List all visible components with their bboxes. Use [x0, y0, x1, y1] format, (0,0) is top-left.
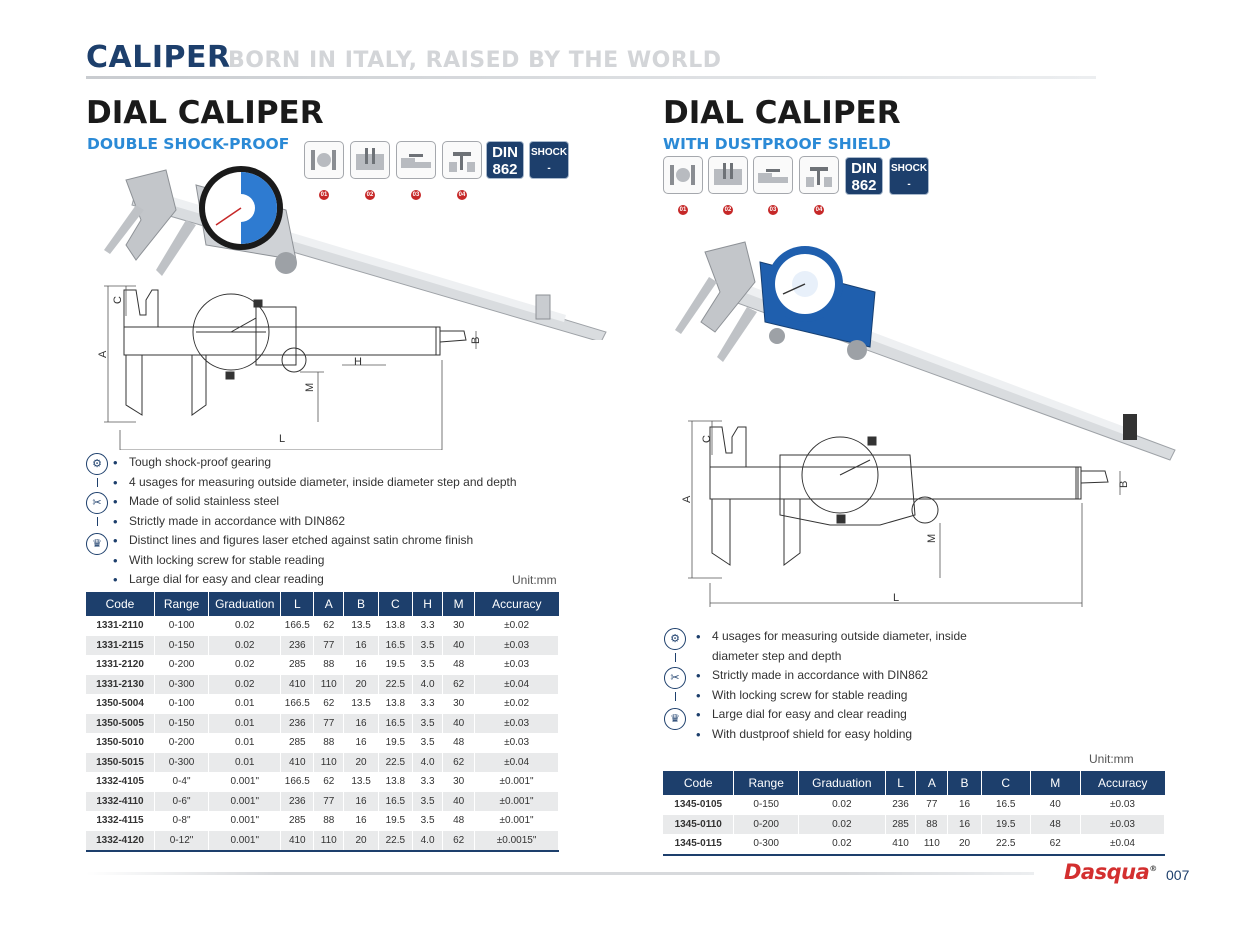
left-table-body [86, 616, 559, 851]
table-row [86, 616, 559, 636]
table-cell: 0-150 [734, 795, 799, 815]
table-cell: 40 [443, 792, 475, 812]
column-header: Range [734, 771, 799, 795]
column-header: Range [154, 592, 208, 616]
table-cell: 0.02 [209, 616, 281, 636]
table-cell: 0-100 [154, 616, 208, 636]
trophy-icon: ♛ [86, 533, 108, 555]
table-cell: 30 [443, 694, 475, 714]
table-cell: 88 [314, 733, 344, 753]
table-cell: 48 [443, 733, 475, 753]
column-header: H [412, 592, 442, 616]
table-cell: 62 [443, 753, 475, 773]
table-cell: 30 [443, 616, 475, 636]
table-cell: 13.8 [378, 772, 412, 792]
dimension-label-M: M [304, 382, 316, 392]
brand-title: CALIPER [86, 40, 231, 75]
gear-icon: ⚙ [86, 453, 108, 475]
left-caliper-drawing [96, 280, 491, 450]
inside-measure-icon [708, 156, 748, 194]
badge-line: -PROOF [891, 179, 927, 206]
table-cell: 48 [443, 811, 475, 831]
table-cell: 1350-5015 [86, 753, 154, 773]
table-cell: 166.5 [281, 772, 314, 792]
feature-number: 01 [679, 207, 687, 213]
table-cell: ±0.03 [475, 714, 559, 734]
feature-item: • Made of solid stainless steel [113, 494, 533, 514]
table-cell: 285 [885, 815, 916, 835]
table-row [86, 772, 559, 792]
table-cell: 77 [314, 792, 344, 812]
table-cell: 20 [948, 834, 982, 855]
feature-item: • Distinct lines and figures laser etched against satin chrome finish [113, 533, 533, 553]
table-cell: 410 [885, 834, 916, 855]
feature-number: 03 [769, 207, 777, 213]
table-cell: 1332-4105 [86, 772, 154, 792]
tools-icon: ✂ [86, 492, 108, 514]
column-header: C [378, 592, 412, 616]
table-cell: 0.01 [209, 694, 281, 714]
table-cell: 166.5 [281, 694, 314, 714]
table-cell: 285 [281, 655, 314, 675]
feature-item: • Tough shock-proof gearing [113, 455, 533, 475]
table-cell: 88 [314, 811, 344, 831]
right-unit-label: Unit:mm [1089, 752, 1134, 766]
table-cell: 0.02 [209, 675, 281, 695]
table-cell: 40 [443, 636, 475, 656]
table-row [86, 811, 559, 831]
table-cell: 1350-5010 [86, 733, 154, 753]
table-cell: ±0.03 [475, 636, 559, 656]
table-cell: 0.02 [209, 636, 281, 656]
gear-icon: ⚙ [664, 628, 686, 650]
column-header: A [314, 592, 344, 616]
table-cell: 285 [281, 811, 314, 831]
left-product-subtitle: DOUBLE SHOCK-PROOF [87, 135, 290, 153]
table-cell: 62 [314, 772, 344, 792]
table-cell: 0.02 [799, 834, 886, 855]
feature-number: 02 [366, 192, 374, 198]
table-cell: 4.0 [412, 753, 442, 773]
column-header: M [1030, 771, 1080, 795]
page-number: 007 [1166, 867, 1190, 883]
table-row [86, 733, 559, 753]
outside-measure-icon [663, 156, 703, 194]
table-cell: 3.5 [412, 733, 442, 753]
table-cell: ±0.04 [475, 753, 559, 773]
table-row [86, 655, 559, 675]
divider [675, 692, 676, 701]
table-row [86, 675, 559, 695]
shockproof-badge [889, 157, 929, 206]
right-spec-table [663, 771, 1165, 856]
table-cell: 30 [443, 772, 475, 792]
table-cell: 20 [344, 831, 378, 852]
table-cell: 3.3 [412, 616, 442, 636]
logo-registered-mark: ® [1149, 864, 1157, 873]
badge-line: DIN [851, 160, 877, 177]
table-cell: 0-150 [154, 714, 208, 734]
table-cell: 0.001" [209, 811, 281, 831]
table-cell: 0.001" [209, 792, 281, 812]
table-cell: 0.001" [209, 831, 281, 852]
table-cell: 48 [1030, 815, 1080, 835]
table-cell: 410 [281, 831, 314, 852]
table-cell: 0-8" [154, 811, 208, 831]
table-cell: 166.5 [281, 616, 314, 636]
table-cell: 16 [948, 815, 982, 835]
table-cell: 19.5 [378, 811, 412, 831]
table-cell: 16 [344, 811, 378, 831]
table-cell: 3.5 [412, 636, 442, 656]
column-header: Code [663, 771, 734, 795]
table-cell: 19.5 [378, 655, 412, 675]
table-cell: 16 [344, 655, 378, 675]
table-cell: 0-4" [154, 772, 208, 792]
table-cell: 110 [314, 753, 344, 773]
depth-measure-icon [799, 156, 839, 194]
table-cell: 1332-4120 [86, 831, 154, 852]
din862-badge [845, 157, 883, 195]
table-cell: 16 [344, 792, 378, 812]
right-caliper-drawing [680, 415, 1140, 610]
badge-line: 862 [492, 161, 518, 178]
table-row [663, 834, 1165, 855]
dimension-label-C: C [701, 435, 713, 443]
table-cell: ±0.0015" [475, 831, 559, 852]
table-cell: 410 [281, 675, 314, 695]
column-header: C [981, 771, 1030, 795]
left-spec-table [86, 592, 559, 852]
table-cell: 1350-5004 [86, 694, 154, 714]
trophy-icon: ♛ [664, 708, 686, 730]
table-cell: 1345-0115 [663, 834, 734, 855]
feature-item: • 4 usages for measuring outside diameter, inside diameter step and depth [113, 475, 533, 495]
table-cell: 88 [314, 655, 344, 675]
table-cell: 0.01 [209, 733, 281, 753]
table-cell: 22.5 [378, 753, 412, 773]
divider [97, 478, 98, 487]
brand-logo [1064, 860, 1157, 884]
feature-number: 02 [724, 207, 732, 213]
table-cell: 40 [1030, 795, 1080, 815]
dimension-label-A: A [97, 350, 109, 358]
table-cell: 1332-4115 [86, 811, 154, 831]
column-header: Code [86, 592, 154, 616]
table-cell: 3.5 [412, 655, 442, 675]
tools-icon: ✂ [664, 667, 686, 689]
table-cell: 16 [344, 714, 378, 734]
table-cell: 16 [948, 795, 982, 815]
dimension-label-L: L [893, 592, 900, 604]
table-cell: 22.5 [378, 675, 412, 695]
dimension-label-C: C [112, 296, 124, 304]
feature-number: 01 [320, 192, 328, 198]
table-cell: 3.5 [412, 714, 442, 734]
table-cell: 236 [281, 714, 314, 734]
feature-item: • 4 usages for measuring outside diameter, inside [696, 629, 996, 649]
table-cell: 16 [344, 733, 378, 753]
feature-item: • Strictly made in accordance with DIN862 [113, 514, 533, 534]
feature-number: 03 [412, 192, 420, 198]
column-header: A [916, 771, 948, 795]
table-row [663, 815, 1165, 835]
feature-number: 04 [815, 207, 823, 213]
table-cell: 0.01 [209, 753, 281, 773]
dimension-label-L: L [279, 433, 286, 445]
table-cell: 77 [314, 636, 344, 656]
divider [97, 517, 98, 526]
left-unit-label: Unit:mm [512, 573, 557, 587]
dimension-label-H: H [354, 356, 362, 368]
table-cell: 0.02 [209, 655, 281, 675]
table-cell: 0.02 [799, 795, 886, 815]
table-cell: 3.5 [412, 811, 442, 831]
logo-text: Dasqua [1064, 860, 1150, 884]
table-cell: 20 [344, 753, 378, 773]
table-cell: 110 [314, 675, 344, 695]
divider [675, 653, 676, 662]
table-cell: 236 [281, 636, 314, 656]
table-cell: ±0.02 [475, 616, 559, 636]
table-cell: 13.8 [378, 694, 412, 714]
column-header: Graduation [209, 592, 281, 616]
table-cell: 16.5 [378, 714, 412, 734]
right-feature-list [696, 629, 996, 746]
table-cell: 77 [314, 714, 344, 734]
table-cell: 62 [1030, 834, 1080, 855]
badge-line: SHOCK [890, 163, 928, 174]
table-cell: 236 [281, 792, 314, 812]
table-cell: 1345-0105 [663, 795, 734, 815]
table-cell: 0-300 [154, 675, 208, 695]
table-cell: 1331-2130 [86, 675, 154, 695]
dimension-label-B: B [1118, 480, 1130, 488]
table-cell: 1331-2120 [86, 655, 154, 675]
badge-line: DIN [492, 144, 518, 161]
table-cell: 16.5 [378, 792, 412, 812]
table-cell: 62 [443, 831, 475, 852]
table-cell: 0.001" [209, 772, 281, 792]
table-cell: 13.5 [344, 694, 378, 714]
table-cell: ±0.001" [475, 792, 559, 812]
table-cell: 16.5 [378, 636, 412, 656]
table-cell: 0-6" [154, 792, 208, 812]
table-cell: 4.0 [412, 831, 442, 852]
table-cell: 1331-2110 [86, 616, 154, 636]
step-measure-icon [753, 156, 793, 194]
left-feature-list [113, 455, 533, 592]
table-cell: 4.0 [412, 675, 442, 695]
table-row [86, 714, 559, 734]
right-table-body [663, 795, 1165, 855]
badge-line: 862 [851, 177, 877, 194]
left-product-title: DIAL CALIPER [86, 95, 324, 131]
table-cell: 22.5 [378, 831, 412, 852]
table-cell: ±0.02 [475, 694, 559, 714]
table-cell: ±0.03 [1080, 815, 1164, 835]
feature-item-continued: diameter step and depth [712, 648, 842, 663]
table-cell: 62 [314, 616, 344, 636]
table-cell: 0-150 [154, 636, 208, 656]
badge-line: -PROOF [531, 163, 567, 190]
table-cell: 88 [916, 815, 948, 835]
table-cell: 62 [443, 675, 475, 695]
table-cell: ±0.03 [1080, 795, 1164, 815]
dimension-label-B: B [470, 336, 482, 344]
table-cell: 13.8 [378, 616, 412, 636]
footer-divider [86, 872, 1034, 875]
feature-item: • Large dial for easy and clear reading [696, 707, 996, 727]
table-cell: ±0.001" [475, 772, 559, 792]
column-header: Accuracy [1080, 771, 1164, 795]
table-cell: 0-200 [154, 733, 208, 753]
table-row [86, 636, 559, 656]
table-row [86, 792, 559, 812]
table-row [86, 831, 559, 852]
table-cell: ±0.04 [475, 675, 559, 695]
table-header-row [663, 771, 1165, 795]
table-cell: 19.5 [981, 815, 1030, 835]
table-row [86, 694, 559, 714]
feature-item: • With locking screw for stable reading [113, 553, 533, 573]
badge-line: SHOCK [530, 147, 568, 158]
column-header: L [885, 771, 916, 795]
table-row [663, 795, 1165, 815]
table-cell: 19.5 [378, 733, 412, 753]
table-cell: 0-300 [734, 834, 799, 855]
table-cell: 236 [885, 795, 916, 815]
table-cell: 3.5 [412, 792, 442, 812]
dimension-label-M: M [926, 533, 938, 543]
feature-item: • Strictly made in accordance with DIN862 [696, 668, 996, 688]
dimension-label-A: A [681, 495, 693, 503]
table-cell: 3.3 [412, 772, 442, 792]
table-cell: ±0.03 [475, 733, 559, 753]
column-header: Graduation [799, 771, 886, 795]
column-header: B [344, 592, 378, 616]
feature-item: • Large dial for easy and clear reading [113, 572, 533, 592]
table-cell: ±0.03 [475, 655, 559, 675]
table-cell: 20 [344, 675, 378, 695]
right-product-title: DIAL CALIPER [663, 95, 901, 131]
table-cell: 77 [916, 795, 948, 815]
table-cell: 22.5 [981, 834, 1030, 855]
table-cell: 1332-4110 [86, 792, 154, 812]
column-header: L [281, 592, 314, 616]
table-cell: 410 [281, 753, 314, 773]
table-cell: 0.02 [799, 815, 886, 835]
table-cell: 13.5 [344, 616, 378, 636]
feature-number: 04 [458, 192, 466, 198]
right-product-subtitle: WITH DUSTPROOF SHIELD [663, 135, 891, 153]
column-header: B [948, 771, 982, 795]
table-cell: 40 [443, 714, 475, 734]
table-cell: 0-300 [154, 753, 208, 773]
table-cell: 0.01 [209, 714, 281, 734]
table-cell: 0-100 [154, 694, 208, 714]
table-cell: 0-200 [734, 815, 799, 835]
table-cell: 1350-5005 [86, 714, 154, 734]
table-cell: 1345-0110 [663, 815, 734, 835]
header-divider [86, 76, 1096, 79]
table-cell: 16.5 [981, 795, 1030, 815]
table-cell: 0-200 [154, 655, 208, 675]
table-cell: 16 [344, 636, 378, 656]
table-cell: 1331-2115 [86, 636, 154, 656]
table-cell: ±0.001" [475, 811, 559, 831]
table-row [86, 753, 559, 773]
table-cell: 13.5 [344, 772, 378, 792]
column-header: Accuracy [475, 592, 559, 616]
table-cell: 110 [314, 831, 344, 852]
table-cell: 3.3 [412, 694, 442, 714]
column-header: M [443, 592, 475, 616]
feature-item: • With dustproof shield for easy holding [696, 727, 996, 747]
table-cell: 48 [443, 655, 475, 675]
table-cell: 285 [281, 733, 314, 753]
brand-tagline: BORN IN ITALY, RAISED BY THE WORLD [228, 48, 722, 73]
table-header-row [86, 592, 559, 616]
feature-item: • With locking screw for stable reading [696, 688, 996, 708]
table-cell: 0-12" [154, 831, 208, 852]
table-cell: ±0.04 [1080, 834, 1164, 855]
table-cell: 62 [314, 694, 344, 714]
table-cell: 110 [916, 834, 948, 855]
